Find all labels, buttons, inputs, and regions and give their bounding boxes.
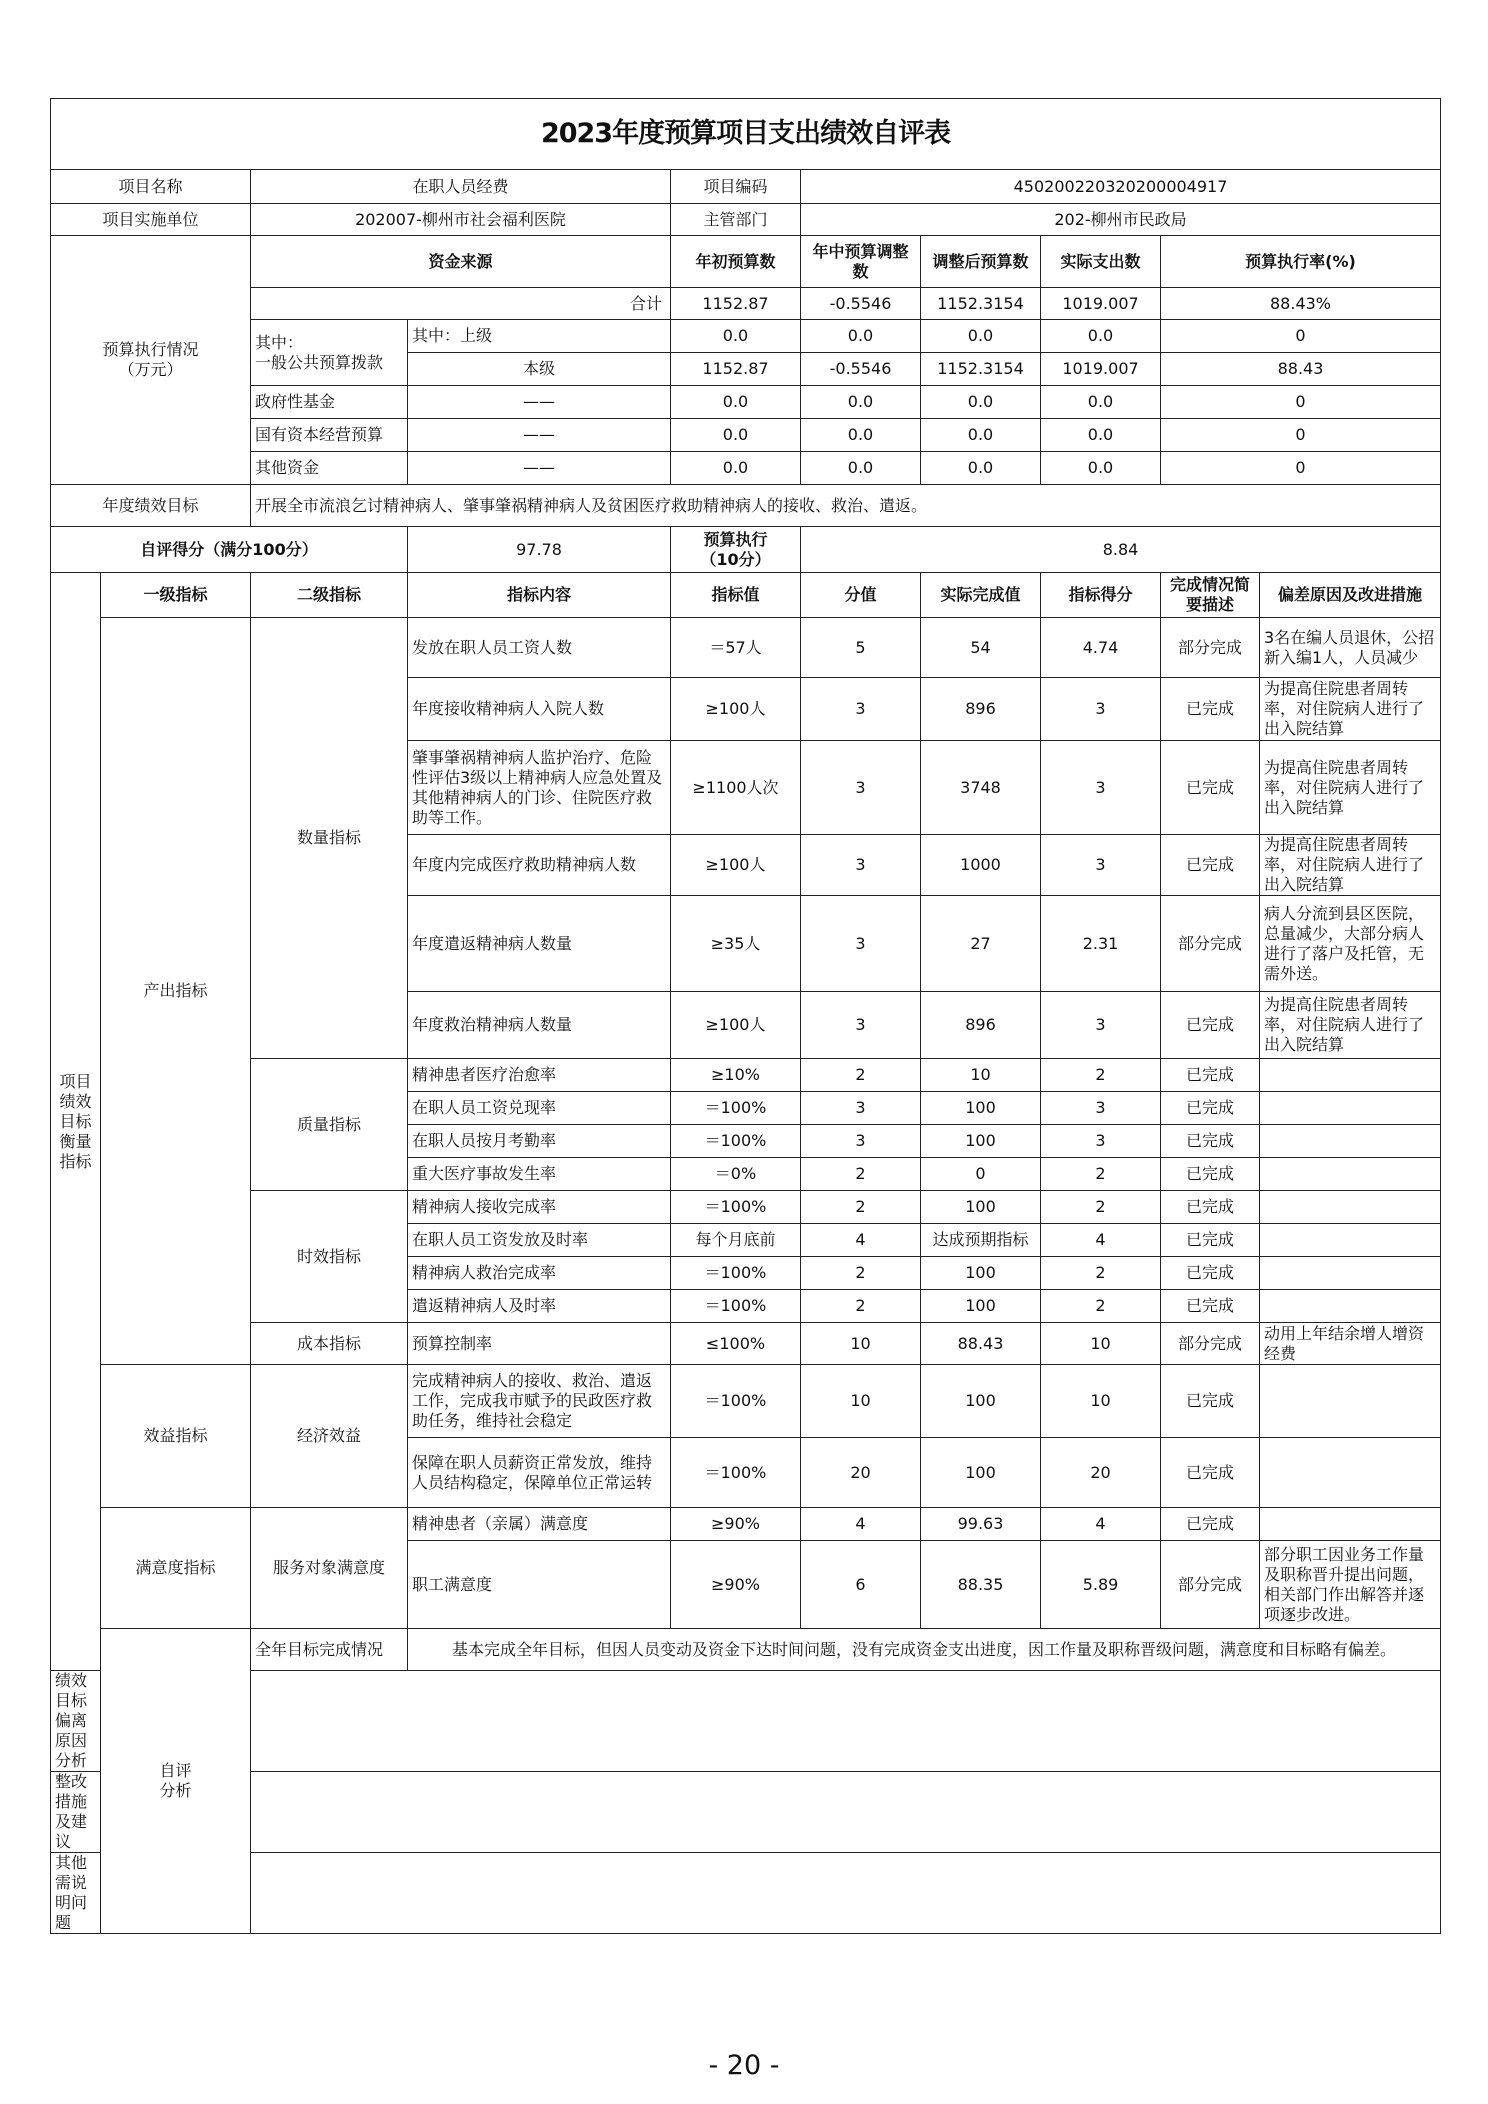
indicator-actual: 100 [921,1125,1041,1158]
upper-actual: 0.0 [1041,320,1161,353]
indicator-reason [1260,1059,1441,1092]
indicator-target: ＝100% [671,1092,801,1125]
indicator-reason [1260,1290,1441,1323]
analysis-completion-text: 基本完成全年目标，但因人员变动及资金下达时间问题，没有完成资金支出进度，因工作量及职称晋级问题，满意度和目标略有偏差。 [408,1629,1441,1671]
local-adjust: -0.5546 [801,353,921,386]
indicator-content: 预算控制率 [408,1323,671,1365]
gov-fund-adjusted: 0.0 [921,386,1041,419]
supervisor-label: 主管部门 [671,204,801,236]
project-name-label: 项目名称 [51,170,251,204]
header-status: 完成情况简要描述 [1161,573,1260,618]
indicator-content: 在职人员工资发放及时率 [408,1224,671,1257]
indicator-target: ＝100% [671,1191,801,1224]
indicator-row [51,1365,1441,1438]
indicator-got: 3 [1041,678,1161,741]
annual-goal-text: 开展全市流浪乞讨精神病人、肇事肇祸精神病人及贫困医疗救助精神病人的接收、救治、遣返。 [251,485,1441,527]
indicator-reason: 病人分流到县区医院，总量减少，大部分病人进行了落户及托管，无需外送。 [1260,896,1441,992]
table-title: 2023年度预算项目支出绩效自评表 [51,99,1441,170]
indicator-reason: 3名在编人员退休，公招新入编1人，人员减少 [1260,618,1441,678]
indicator-target: ＝100% [671,1438,801,1508]
indicator-content: 完成精神病人的接收、救治、遣返工作，完成我市赋予的民政医疗救助任务，维持社会稳定 [408,1365,671,1438]
state-capital-rate: 0 [1161,419,1441,452]
level2-cost: 成本指标 [251,1323,408,1365]
indicator-reason [1260,1508,1441,1541]
indicator-reason [1260,1438,1441,1508]
project-code-label: 项目编码 [671,170,801,204]
indicator-got: 2 [1041,1158,1161,1191]
indicator-actual: 896 [921,992,1041,1059]
indicator-actual: 100 [921,1365,1041,1438]
indicator-got: 2 [1041,1059,1161,1092]
indicator-status: 已完成 [1161,741,1260,835]
local-initial: 1152.87 [671,353,801,386]
indicator-got: 10 [1041,1323,1161,1365]
level2-service-satisfaction: 服务对象满意度 [251,1508,408,1629]
total-rate: 88.43% [1161,288,1441,320]
level2-quality: 质量指标 [251,1059,408,1191]
project-code-value: 450200220320200004917 [801,170,1441,204]
impl-unit-value: 202007-柳州市社会福利医院 [251,204,671,236]
indicator-status: 部分完成 [1161,1541,1260,1629]
indicator-status: 已完成 [1161,1158,1260,1191]
state-capital-adjusted: 0.0 [921,419,1041,452]
analysis-measures-text [251,1772,1441,1853]
indicator-got: 4 [1041,1224,1161,1257]
analysis-other-text [251,1853,1441,1934]
indicator-status: 已完成 [1161,1508,1260,1541]
level2-economic: 经济效益 [251,1365,408,1508]
indicator-score: 3 [801,678,921,741]
level2-timeliness: 时效指标 [251,1191,408,1323]
project-name-value: 在职人员经费 [251,170,671,204]
indicator-got: 3 [1041,835,1161,896]
indicator-actual: 88.43 [921,1323,1041,1365]
header-actual-spend: 实际支出数 [1041,236,1161,288]
indicator-score: 2 [801,1059,921,1092]
other-fund-actual: 0.0 [1041,452,1161,485]
indicator-status: 已完成 [1161,1125,1260,1158]
other-fund-label: 其他资金 [251,452,408,485]
indicator-score: 2 [801,1191,921,1224]
indicator-score: 3 [801,896,921,992]
indicator-got: 3 [1041,1092,1161,1125]
header-score: 分值 [801,573,921,618]
indicator-actual: 1000 [921,835,1041,896]
indicator-row [51,1323,1441,1365]
upper-initial: 0.0 [671,320,801,353]
header-target: 指标值 [671,573,801,618]
analysis-deviation-text [251,1671,1441,1772]
level2-quantity: 数量指标 [251,618,408,1059]
indicator-score: 5 [801,618,921,678]
header-fund-source: 资金来源 [251,236,671,288]
local-rate: 88.43 [1161,353,1441,386]
indicator-got: 20 [1041,1438,1161,1508]
performance-evaluation-table [50,98,1441,1934]
indicator-score: 3 [801,1092,921,1125]
indicator-status: 已完成 [1161,992,1260,1059]
indicator-reason: 为提高住院患者周转率，对住院病人进行了出入院结算 [1260,992,1441,1059]
budget-exec-label: 预算执行情况 （万元） [51,236,251,485]
supervisor-value: 202-柳州市民政局 [801,204,1441,236]
indicator-content: 发放在职人员工资人数 [408,618,671,678]
indicator-status: 已完成 [1161,1059,1260,1092]
indicator-got: 3 [1041,741,1161,835]
indicator-content: 职工满意度 [408,1541,671,1629]
indicator-status: 已完成 [1161,678,1260,741]
header-exec-rate: 预算执行率(%) [1161,236,1441,288]
header-mid-adjust: 年中预算调整数 [801,236,921,288]
indicator-content: 肇事肇祸精神病人监护治疗、危险性评估3级以上精神病人应急处置及其他精神病人的门诊、住院医疗救助等工作。 [408,741,671,835]
header-adjusted-budget: 调整后预算数 [921,236,1041,288]
indicator-content: 精神患者（亲属）满意度 [408,1508,671,1541]
indicator-content: 在职人员按月考勤率 [408,1125,671,1158]
other-fund-adjusted: 0.0 [921,452,1041,485]
indicator-content: 年度遣返精神病人数量 [408,896,671,992]
indicator-actual: 100 [921,1290,1041,1323]
analysis-row [51,1629,1441,1671]
indicator-reason: 动用上年结余增人增资经费 [1260,1323,1441,1365]
indicator-content: 年度救治精神病人数量 [408,992,671,1059]
analysis-measures-label: 整改措施及建议 [51,1772,101,1853]
indicator-actual: 100 [921,1438,1041,1508]
indicator-status: 已完成 [1161,1257,1260,1290]
indicator-actual: 896 [921,678,1041,741]
indicator-target: ＝100% [671,1290,801,1323]
indicator-actual: 0 [921,1158,1041,1191]
indicator-status: 已完成 [1161,1092,1260,1125]
gov-fund-rate: 0 [1161,386,1441,419]
gov-fund-label: 政府性基金 [251,386,408,419]
indicator-score: 6 [801,1541,921,1629]
indicator-actual: 3748 [921,741,1041,835]
level1-output: 产出指标 [101,618,251,1365]
score-label: 自评得分（满分100分） [51,527,408,573]
indicator-got: 2 [1041,1290,1161,1323]
indicator-score: 3 [801,1125,921,1158]
upper-adjust: 0.0 [801,320,921,353]
indicator-reason: 为提高住院患者周转率，对住院病人进行了出入院结算 [1260,678,1441,741]
indicator-actual: 10 [921,1059,1041,1092]
header-level2: 二级指标 [251,573,408,618]
indicator-row [51,618,1441,678]
indicator-actual: 100 [921,1257,1041,1290]
exec-score-label: 预算执行 （10分） [671,527,801,573]
indicator-content: 精神患者医疗治愈率 [408,1059,671,1092]
indicator-row [51,1508,1441,1541]
indicator-content: 精神病人接收完成率 [408,1191,671,1224]
indicator-reason [1260,1257,1441,1290]
indicator-target: ≥90% [671,1541,801,1629]
analysis-completion-label: 全年目标完成情况 [251,1629,408,1671]
upper-label: 其中：上级 [408,320,671,353]
total-adjust: -0.5546 [801,288,921,320]
gov-fund-initial: 0.0 [671,386,801,419]
indicator-status: 已完成 [1161,1290,1260,1323]
state-capital-initial: 0.0 [671,419,801,452]
indicator-target: ＝100% [671,1125,801,1158]
indicator-got: 2.31 [1041,896,1161,992]
header-got: 指标得分 [1041,573,1161,618]
indicator-score: 10 [801,1365,921,1438]
indicator-got: 4.74 [1041,618,1161,678]
other-fund-initial: 0.0 [671,452,801,485]
indicator-target: ≥1100人次 [671,741,801,835]
local-adjusted: 1152.3154 [921,353,1041,386]
indicator-status: 已完成 [1161,1191,1260,1224]
indicators-side-label: 项目 绩效 目标 衡量 指标 [51,573,101,1671]
indicator-got: 4 [1041,1508,1161,1541]
header-level1: 一级指标 [101,573,251,618]
page-number: - 20 - [708,2050,780,2081]
indicator-status: 已完成 [1161,1438,1260,1508]
indicator-got: 3 [1041,1125,1161,1158]
level1-benefit: 效益指标 [101,1365,251,1508]
indicator-got: 5.89 [1041,1541,1161,1629]
indicator-score: 4 [801,1508,921,1541]
indicator-target: ＝100% [671,1365,801,1438]
indicator-status: 部分完成 [1161,1323,1260,1365]
upper-adjusted: 0.0 [921,320,1041,353]
indicator-target: ＝0% [671,1158,801,1191]
indicator-reason: 部分职工因业务工作量及职称晋升提出问题，相关部门作出解答并逐项逐步改进。 [1260,1541,1441,1629]
header-content: 指标内容 [408,573,671,618]
local-actual: 1019.007 [1041,353,1161,386]
indicator-content: 年度接收精神病人入院人数 [408,678,671,741]
other-fund-adjust: 0.0 [801,452,921,485]
indicator-content: 保障在职人员薪资正常发放，维持人员结构稳定，保障单位正常运转 [408,1438,671,1508]
total-label: 合计 [251,288,671,320]
general-budget-label: 其中： 一般公共预算拨款 [251,320,408,386]
indicator-actual: 88.35 [921,1541,1041,1629]
analysis-deviation-label: 绩效目标偏离原因分析 [51,1671,101,1772]
indicator-actual: 99.63 [921,1508,1041,1541]
header-reason: 偏差原因及改进措施 [1260,573,1441,618]
gov-fund-dash: —— [408,386,671,419]
indicator-target: ≤100% [671,1323,801,1365]
analysis-other-label: 其他需说明问题 [51,1853,101,1934]
indicator-score: 2 [801,1158,921,1191]
indicator-actual: 100 [921,1092,1041,1125]
indicator-target: ≥100人 [671,835,801,896]
indicator-score: 3 [801,741,921,835]
indicator-reason [1260,1092,1441,1125]
indicator-actual: 达成预期指标 [921,1224,1041,1257]
indicator-target: ≥35人 [671,896,801,992]
indicator-content: 在职人员工资兑现率 [408,1092,671,1125]
gov-fund-adjust: 0.0 [801,386,921,419]
indicator-status: 部分完成 [1161,618,1260,678]
state-capital-label: 国有资本经营预算 [251,419,408,452]
indicator-target: ≥90% [671,1508,801,1541]
indicator-actual: 54 [921,618,1041,678]
self-eval-side-label: 自评 分析 [101,1629,251,1934]
indicator-score: 3 [801,992,921,1059]
indicator-target: ≥100人 [671,678,801,741]
gov-fund-actual: 0.0 [1041,386,1161,419]
impl-unit-label: 项目实施单位 [51,204,251,236]
indicator-score: 2 [801,1290,921,1323]
exec-score-value: 8.84 [801,527,1441,573]
indicator-score: 2 [801,1257,921,1290]
indicator-score: 10 [801,1323,921,1365]
total-initial: 1152.87 [671,288,801,320]
indicator-reason [1260,1365,1441,1438]
indicator-target: ＝100% [671,1257,801,1290]
indicator-status: 部分完成 [1161,896,1260,992]
state-capital-dash: —— [408,419,671,452]
header-initial-budget: 年初预算数 [671,236,801,288]
indicator-got: 2 [1041,1191,1161,1224]
level1-satisfaction: 满意度指标 [101,1508,251,1629]
indicator-reason: 为提高住院患者周转率，对住院病人进行了出入院结算 [1260,835,1441,896]
indicator-reason [1260,1224,1441,1257]
indicator-content: 精神病人救治完成率 [408,1257,671,1290]
other-fund-dash: —— [408,452,671,485]
indicator-reason [1260,1191,1441,1224]
indicator-row [51,1059,1441,1092]
analysis-row [51,1772,1441,1853]
indicator-reason: 为提高住院患者周转率，对住院病人进行了出入院结算 [1260,741,1441,835]
annual-goal-label: 年度绩效目标 [51,485,251,527]
indicator-score: 4 [801,1224,921,1257]
indicator-reason [1260,1158,1441,1191]
indicator-status: 已完成 [1161,1365,1260,1438]
state-capital-actual: 0.0 [1041,419,1161,452]
indicator-status: 已完成 [1161,1224,1260,1257]
indicator-target: ＝57人 [671,618,801,678]
indicator-reason [1260,1125,1441,1158]
header-actual: 实际完成值 [921,573,1041,618]
indicator-actual: 27 [921,896,1041,992]
indicator-content: 重大医疗事故发生率 [408,1158,671,1191]
total-adjusted: 1152.3154 [921,288,1041,320]
indicator-row [51,1191,1441,1224]
indicator-content: 年度内完成医疗救助精神病人数 [408,835,671,896]
upper-rate: 0 [1161,320,1441,353]
indicator-score: 3 [801,835,921,896]
indicator-got: 10 [1041,1365,1161,1438]
total-actual: 1019.007 [1041,288,1161,320]
local-label: 本级 [408,353,671,386]
other-fund-rate: 0 [1161,452,1441,485]
analysis-row [51,1671,1441,1772]
indicator-got: 2 [1041,1257,1161,1290]
indicator-got: 3 [1041,992,1161,1059]
state-capital-adjust: 0.0 [801,419,921,452]
indicator-actual: 100 [921,1191,1041,1224]
indicator-status: 已完成 [1161,835,1260,896]
indicator-target: 每个月底前 [671,1224,801,1257]
indicator-content: 遣返精神病人及时率 [408,1290,671,1323]
indicator-score: 20 [801,1438,921,1508]
score-total: 97.78 [408,527,671,573]
indicator-target: ≥10% [671,1059,801,1092]
indicator-target: ≥100人 [671,992,801,1059]
analysis-row [51,1853,1441,1934]
